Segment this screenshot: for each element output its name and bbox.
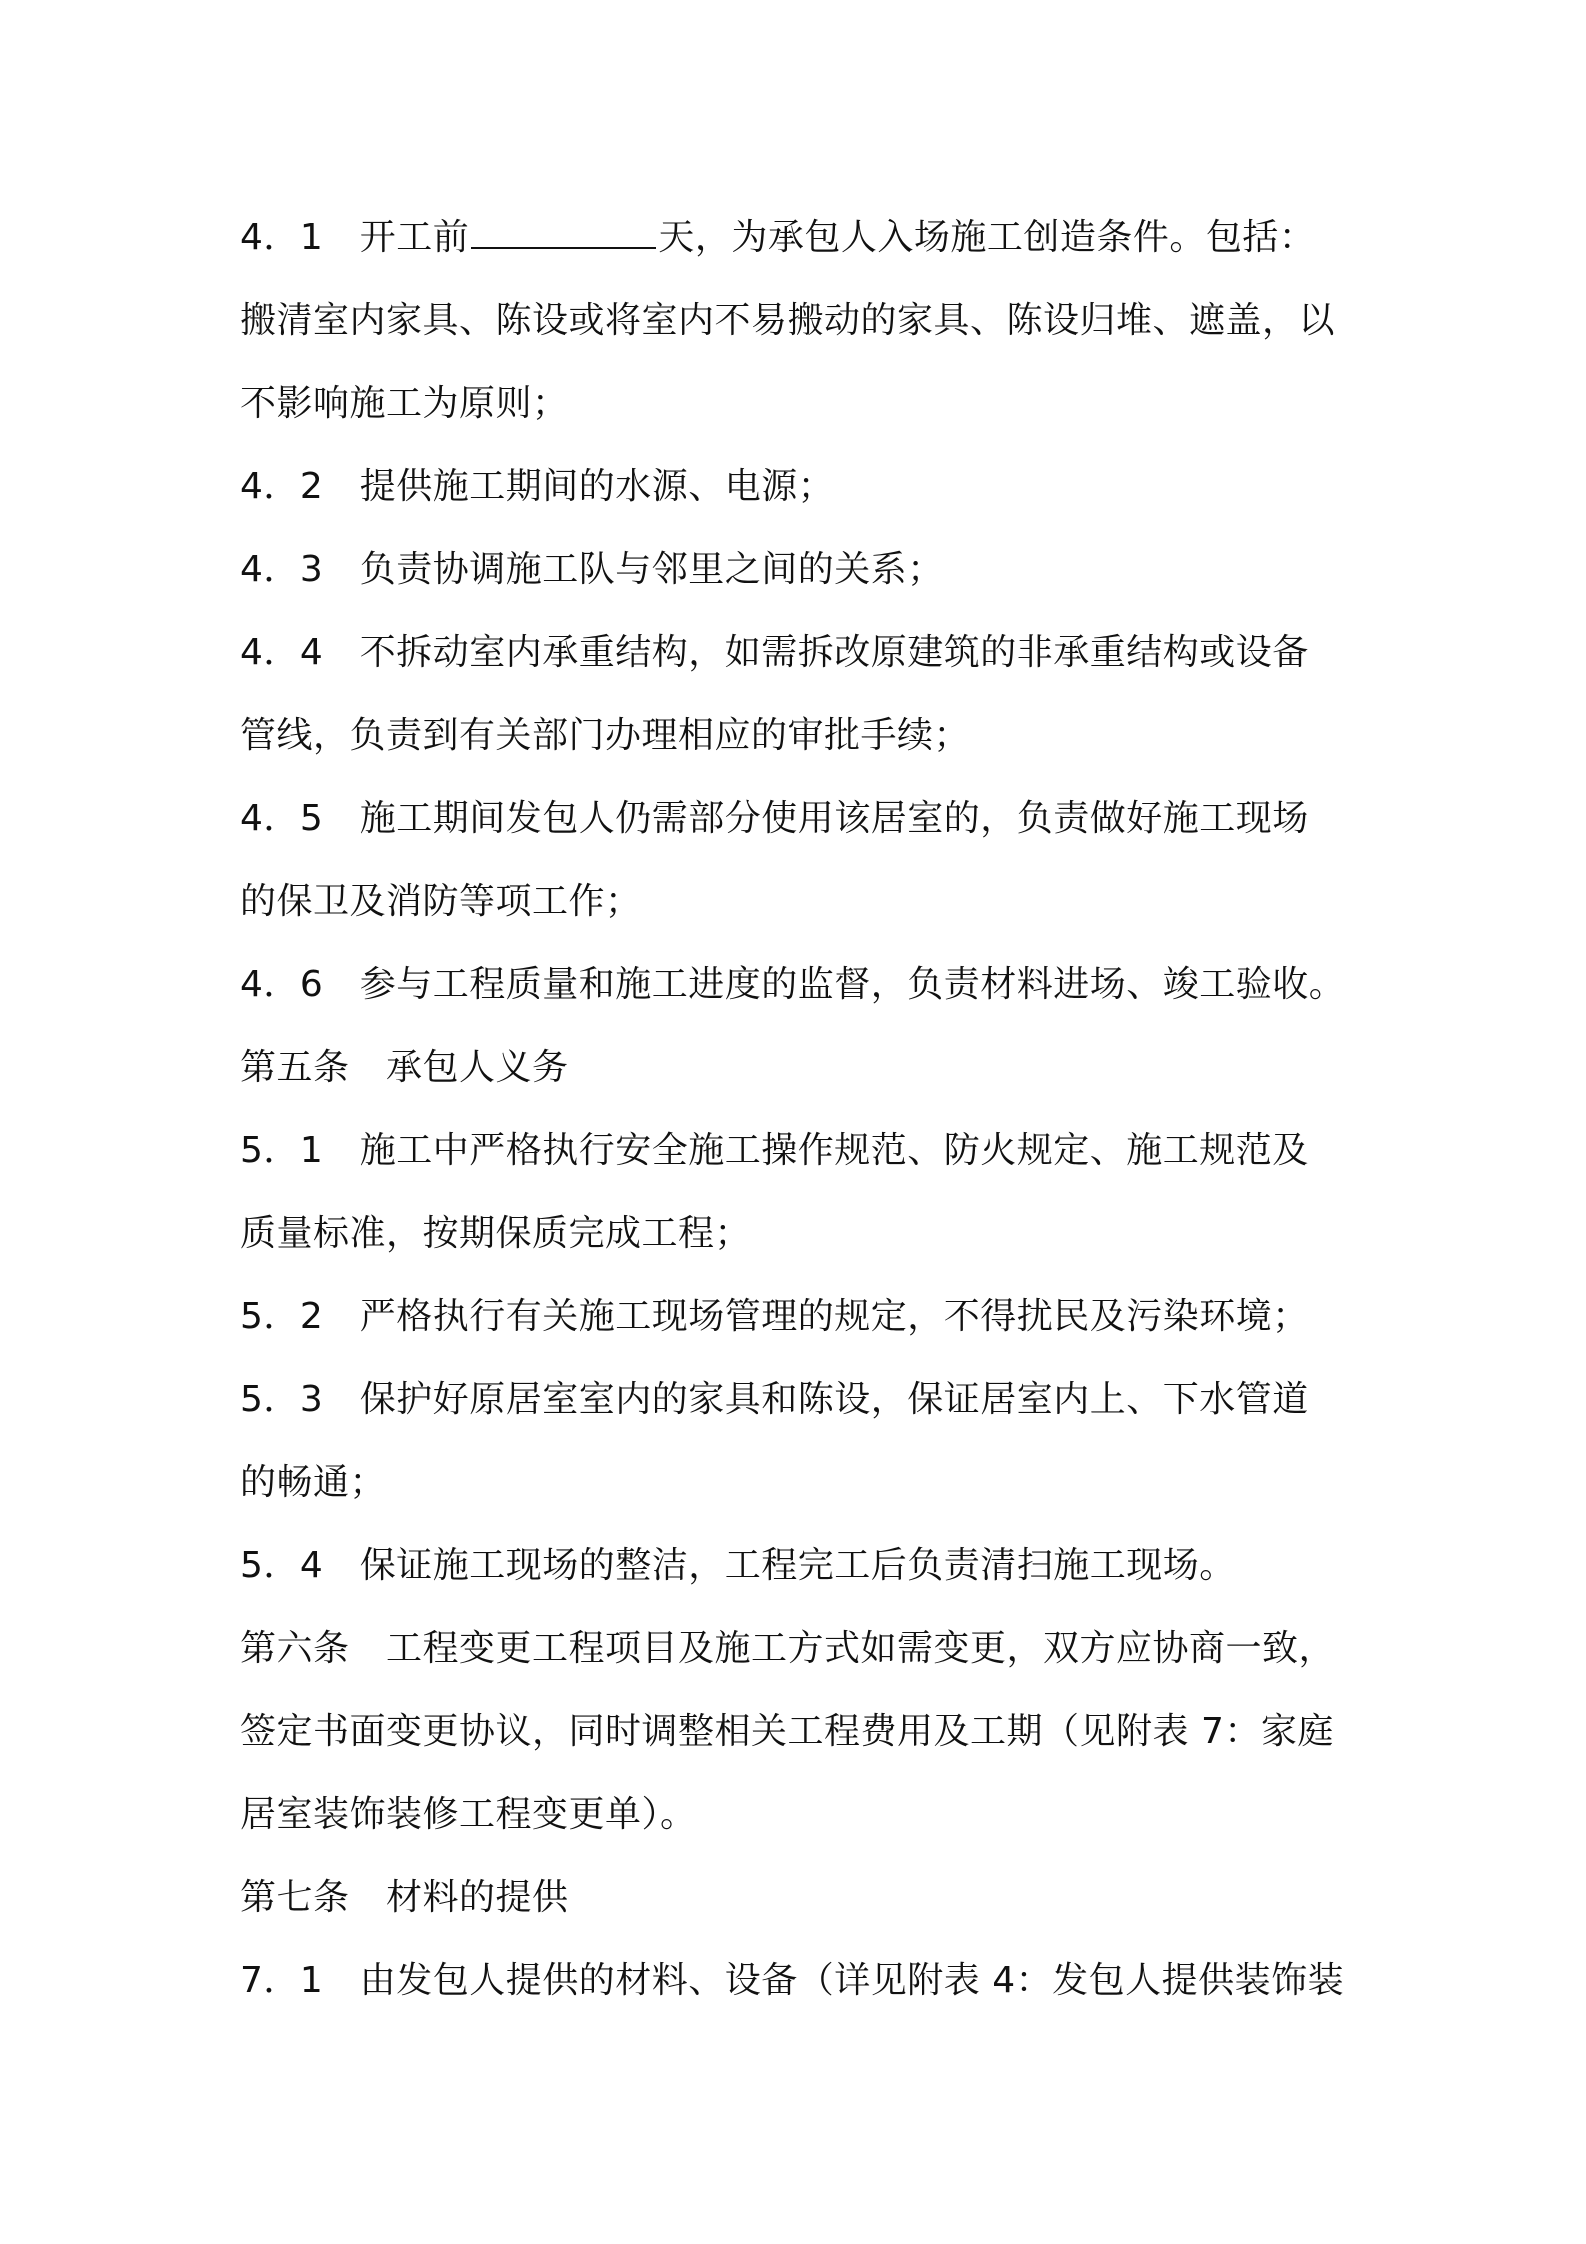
text-line: 5．4 保证施工现场的整洁，工程完工后负责清扫施工现场。 <box>240 1545 1236 1586</box>
text-line: 质量标准，按期保质完成工程； <box>240 1213 752 1254</box>
section-heading: 第五条 承包人义务 <box>240 1047 569 1088</box>
text-line: 5．3 保护好原居室室内的家具和陈设，保证居室内上、下水管道 <box>240 1379 1309 1420</box>
text-line: 4．6 参与工程质量和施工进度的监督，负责材料进场、竣工验收。 <box>240 964 1346 1005</box>
text-line: 居室装饰装修工程变更单）。 <box>240 1794 697 1835</box>
section-heading: 第七条 材料的提供 <box>240 1877 569 1918</box>
contract-text <box>240 196 1360 2022</box>
blank-days-field <box>471 217 656 249</box>
text-line: 签定书面变更协议，同时调整相关工程费用及工期（见附表 7：家庭 <box>240 1711 1334 1752</box>
text-line: 搬清室内家具、陈设或将室内不易搬动的家具、陈设归堆、遮盖，以 <box>240 300 1336 341</box>
text-line: 4．4 不拆动室内承重结构，如需拆改原建筑的非承重结构或设备 <box>240 632 1309 673</box>
line-4-1-before: 4．1 开工前 <box>240 217 470 258</box>
text-line: 的保卫及消防等项工作； <box>240 881 642 922</box>
text-line: 5．2 严格执行有关施工现场管理的规定，不得扰民及污染环境； <box>240 1296 1309 1337</box>
section-heading: 第六条 工程变更工程项目及施工方式如需变更，双方应协商一致， <box>240 1628 1336 1669</box>
line-4-1-after: 天，为承包人入场施工创造条件。包括： <box>658 217 1316 258</box>
text-line: 不影响施工为原则； <box>240 383 569 424</box>
text-line: 管线，负责到有关部门办理相应的审批手续； <box>240 715 971 756</box>
text-line: 4．2 提供施工期间的水源、电源； <box>240 466 835 507</box>
text-line: 4．3 负责协调施工队与邻里之间的关系； <box>240 549 944 590</box>
text-line: 7．1 由发包人提供的材料、设备（详见附表 4：发包人提供装饰装 <box>240 1960 1345 2001</box>
text-line: 5．1 施工中严格执行安全施工操作规范、防火规定、施工规范及 <box>240 1130 1309 1171</box>
text-line: 的畅通； <box>240 1462 387 1503</box>
text-line: 4．5 施工期间发包人仍需部分使用该居室的，负责做好施工现场 <box>240 798 1309 839</box>
text-line-4-1 <box>240 196 1360 279</box>
